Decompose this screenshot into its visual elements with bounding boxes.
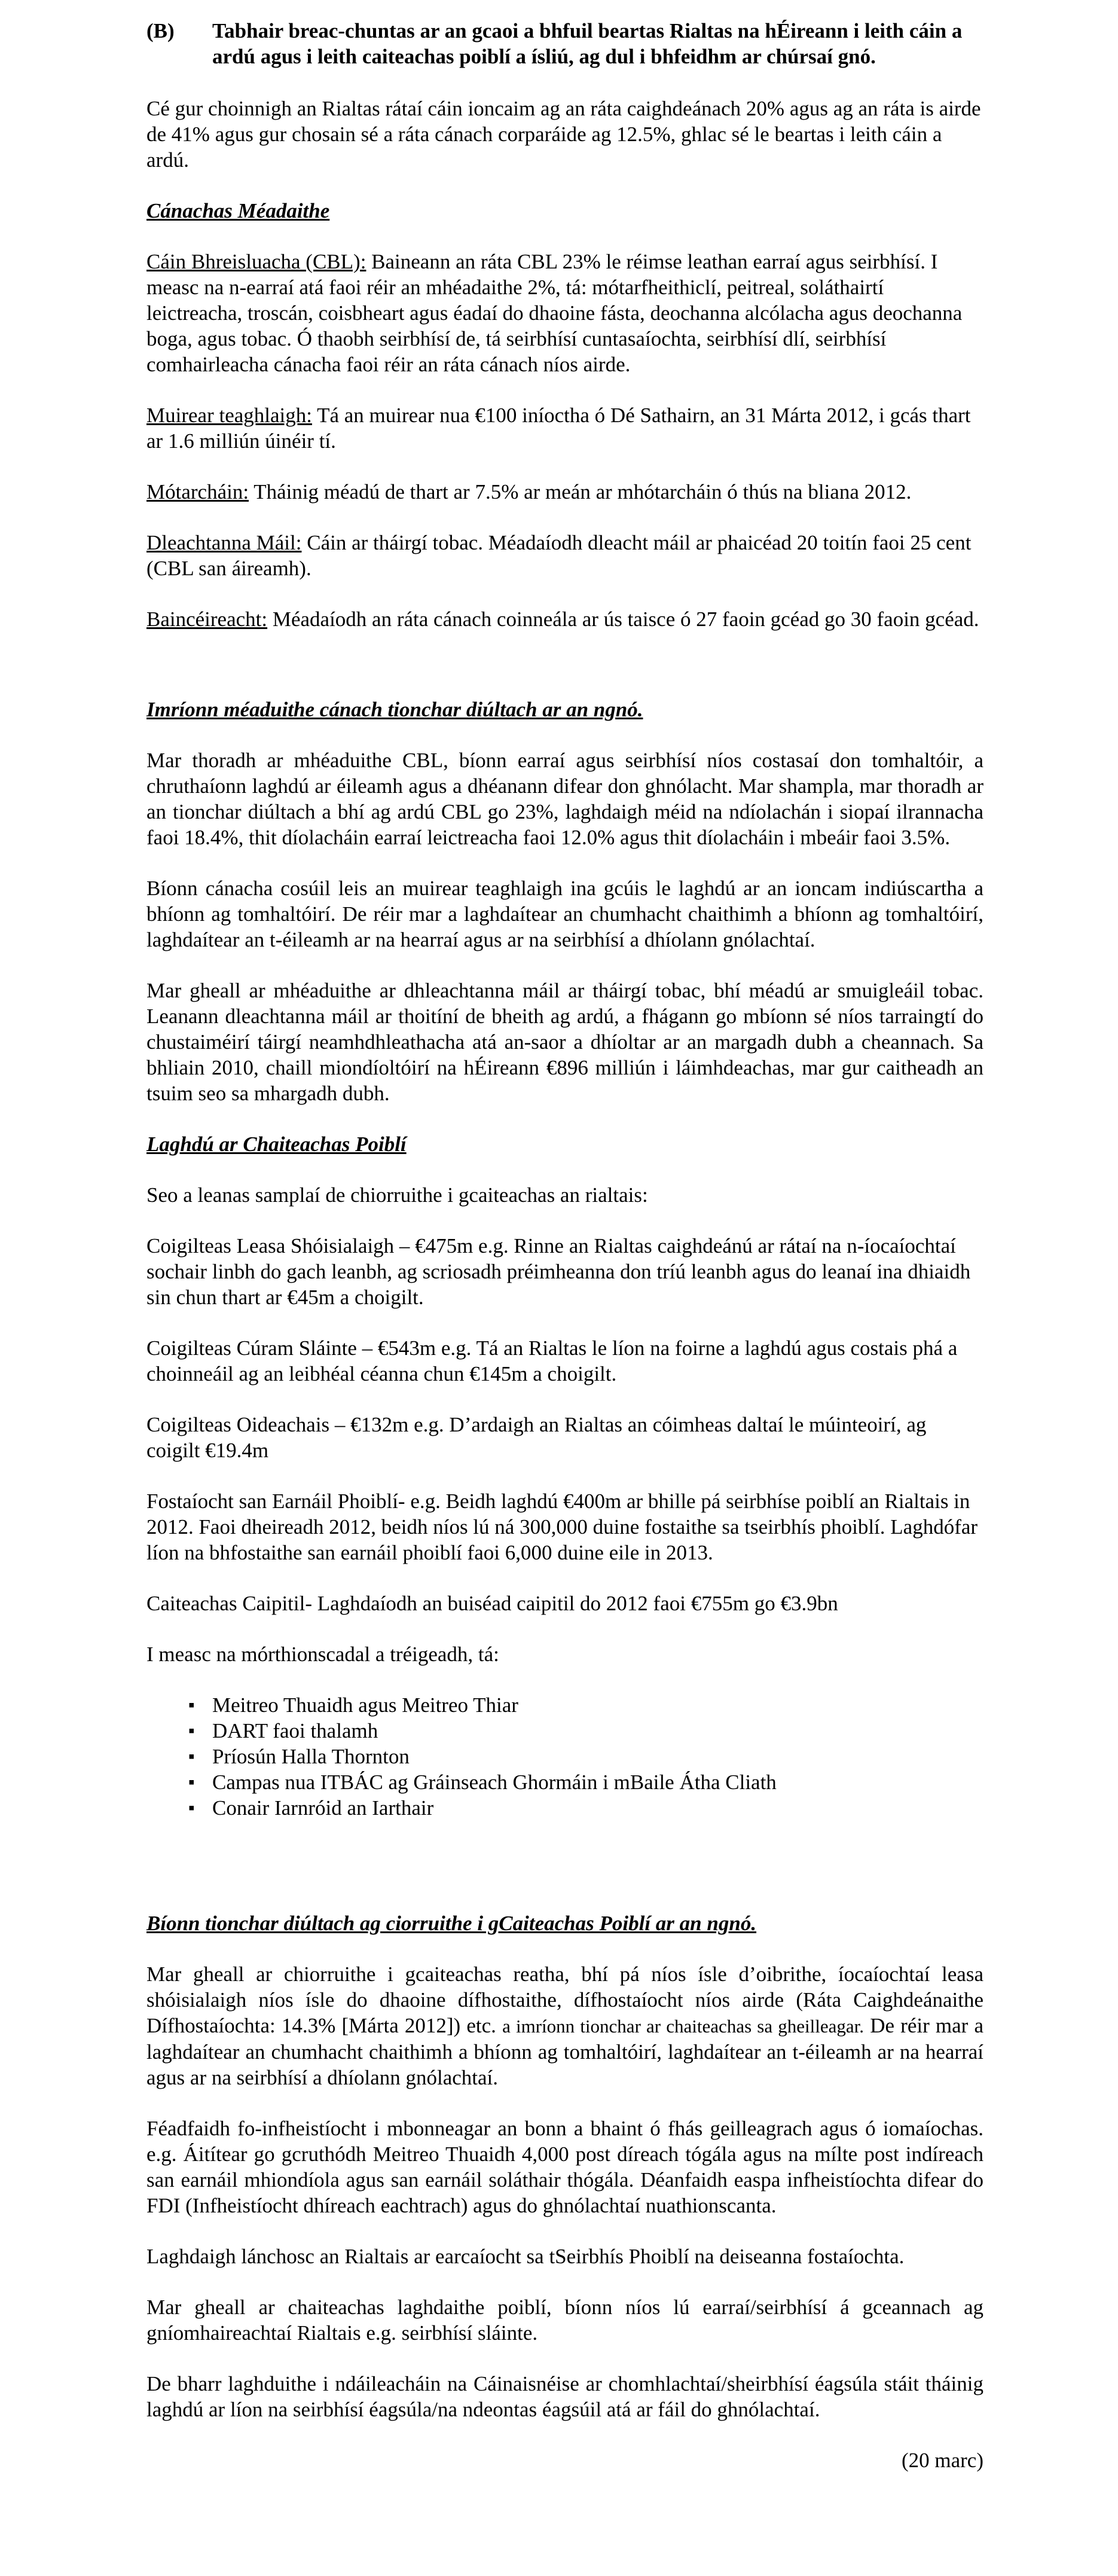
body-paragraph: Mar thoradh ar mhéaduithe CBL, bíonn earraí agus seirbhísí níos costasaí don tomhaltóir, a chruthaíonn laghdú ar éileamh agus a dhéanann difear don ghnólacht. Mar shampla, mar thoradh ar an tionchar diúltach a bhí ag ardú CBL go 23%, laghdaigh méid na ndíolachán i siopaí ilrannacha faoi 18.4%, thit díolacháin earraí leictreacha faoi 12.0% agus thit díolacháin i mbeáir faoi 3.5%. — [146, 749, 983, 849]
body-paragraph: Mar gheall ar chaiteachas laghdaithe poiblí, bíonn níos lú earraí/seirbhísí á gceannach ag gníomhaireachtaí Rialtais e.g. seirbhísí sláinte. — [146, 2296, 983, 2345]
tax-item-label: Mótarcháin: — [146, 480, 249, 503]
spending-item: Fostaíocht san Earnáil Phoiblí- e.g. Beidh laghdú €400m ar bhille pá seirbhíse poiblí an Rialtais in 2012. Faoi dheireadh 2012, beidh níos lú ná 300,000 duine fostaithe sa tseirbhís phoiblí. Laghdófar líon na bhfostaithe san earnáil phoiblí faoi 6,000 duine eile in 2013. — [146, 1490, 978, 1564]
body-paragraph: Mar gheall ar mhéaduithe ar dhleachtanna máil ar tháirgí tobac, bhí méadú ar smuigleáil tobac. Leanann dleachtanna máil ar thoitíní de bheith ag ardú, a fhágann go mbíonn sé níos tarraingtí do chustaiméirí táirgí neamhdhleathacha atá an-saor a dhíoltar ar an margadh dubh a cheannach. Sa bhliain 2010, chaill miondíoltóirí na hÉireann €896 milliún i láimhdeachas, mar gur caitheadh an tsuim seo sa mhargadh dubh. — [146, 979, 983, 1105]
question-text: Tabhair breac-chuntas ar an gcaoi a bhfuil beartas Rialtas na hÉireann i leith cáin a ardú agus i leith caiteachas poiblí a ísliú, ag dul i bhfeidhm ar chúrsaí gnó. — [212, 19, 963, 68]
question-header — [146, 18, 983, 69]
tax-item — [146, 606, 983, 632]
paragraph-part: De réir mar a laghdaítear an chumhacht chaithimh a bhíonn ag tomhaltóirí, laghdaítear an t-éileamh ar na hearraí agus ar na seirbhísí a dhíolann gnólachtaí. — [146, 2014, 984, 2089]
intro-paragraph: Cé gur choinnigh an Rialtas rátaí cáin ioncaim ag an ráta caighdeánach 20% agus ag an ráta is airde de 41% agus gur chosain sé a ráta cánach corparáide ag 12.5%, ghlac sé le beartas i leith cáin a ardú. — [146, 97, 981, 172]
spending-item: Coigilteas Leasa Shóisialaigh – €475m e.g. Rinne an Rialtas caighdeánú ar rátaí na n-íocaíochtaí sochair linbh do gach leanbh, ag scriosadh préimheanna don tríú leanbh agus do leanaí ina dhiaidh sin chun thart ar €45m a choigilt. — [146, 1234, 971, 1309]
tax-item-text: Baineann an ráta CBL 23% le réimse leathan earraí agus seirbhísí. I measc na n-earraí atá faoi réir an mhéadaithe 2%, tá: mótarfheithiclí, peitreal, soláthairtí leictreacha, troscán, coisbheart agus éadaí do dhaoine fásta, deochanna alcólacha agus deochanna boga, agus tobac. Ó thaobh seirbhísí de, tá seirbhísí cuntasaíochta, seirbhísí dlí, seirbhísí comhairleacha cánacha faoi réir an ráta cánach níos airde. — [146, 250, 963, 376]
section-heading-spending: Laghdú ar Chaiteachas Poiblí — [146, 1133, 407, 1156]
tax-item — [146, 402, 983, 454]
section-heading-tax: Cánachas Méadaithe — [146, 199, 330, 222]
list-item: ▪ Príosún Halla Thornton — [146, 1744, 983, 1769]
tax-item — [146, 479, 983, 505]
tax-item-label: Cáin Bhreisluacha (CBL): — [146, 250, 366, 273]
document-page — [146, 18, 983, 2473]
tax-item-text: Tá an muirear nua €100 iníoctha ó Dé Sathairn, an 31 Márta 2012, i gcás thart ar 1.6 milliún úinéir tí. — [146, 404, 971, 453]
body-paragraph: Bíonn cánacha cosúil leis an muirear teaghlaigh ina gcúis le laghdú ar an ioncam indiúscartha a bhíonn ag tomhaltóirí. De réir mar a laghdaítear an chumhacht chaithimh a bhíonn ag tomhaltóirí, laghdaítear an t-éileamh ar na hearraí agus ar na seirbhísí a dhíolann gnólachtaí. — [146, 877, 983, 951]
tax-item-text: Tháinig méadú de thart ar 7.5% ar meán ar mhótarcháin ó thús na bliana 2012. — [253, 480, 912, 503]
projects-intro: I measc na mórthionscadal a tréigeadh, tá: — [146, 1643, 499, 1666]
body-paragraph — [146, 1961, 983, 2090]
list-item: ▪ Meitreo Thuaidh agus Meitreo Thiar — [146, 1692, 983, 1718]
tax-item-text: Cáin ar tháirgí tobac. Méadaíodh dleacht máil ar phaicéad 20 toitín faoi 25 cent (CBL san áireamh). — [146, 531, 972, 580]
tax-item — [146, 249, 983, 377]
paragraph-part: Mar gheall ar chiorruithe i gcaiteachas reatha, bhí pá níos ísle d’oibrithe, íocaíochtaí leasa shóisialaigh níos ísle do dhaoine dífhostaithe, dífhostaíocht níos airde (Ráta Caighdeánaithe Dífhostaíochta: 14.3% [Márta 2012]) etc. — [146, 1962, 983, 2037]
body-paragraph: Laghdaigh lánchosc an Rialtais ar earcaíocht sa tSeirbhís Phoiblí na deiseanna fostaíochta. — [146, 2245, 905, 2268]
body-paragraph: Féadfaidh fo-infheistíocht i mbonneagar an bonn a bhaint ó fhás geilleagrach agus ó iomaíochas. e.g. Áitítear go gcruthódh Meitreo Thuaidh 4,000 post díreach tógála agus na mílte post indíreach san earnáil mhiondíola agus san earnáil soláthair thógála. Déanfaidh easpa infheistíochta difear do FDI (Infheistíocht dhíreach eachtrach) agus do ghnólachtaí nuathionscanta. — [146, 2117, 983, 2217]
tax-item-label: Baincéireacht: — [146, 608, 268, 631]
tax-item-label: Muirear teaghlaigh: — [146, 404, 312, 427]
spending-item: Coigilteas Cúram Sláinte – €543m e.g. Tá an Rialtas le líon na foirne a laghdú agus costais phá a choinneáil ag an leibhéal céanna chun €145m a choigilt. — [146, 1336, 958, 1385]
section-heading-spending-impact: Bíonn tionchar diúltach ag ciorruithe i gCaiteachas Poiblí ar an ngnó. — [146, 1912, 757, 1935]
body-paragraph: De bharr laghduithe i ndáileacháin na Cáinaisnéise ar chomhlachtaí/sheirbhísí éagsúla stáit tháinig laghdú ar líon na seirbhísí éagsúla/na ndeontas éagsúil atá ar fáil do ghnólachtaí. — [146, 2372, 983, 2421]
tax-item-text: Méadaíodh an ráta cánach coinneála ar ús taisce ó 27 faoin gcéad go 30 faoin gcéad. — [272, 608, 979, 631]
section-heading-tax-impact: Imríonn méaduithe cánach tionchar diúltach ar an ngnó. — [146, 698, 643, 721]
paragraph-part: a imríonn tionchar ar chaiteachas sa gheilleagar. — [502, 2016, 865, 2037]
projects-list — [146, 1692, 983, 1821]
tax-item — [146, 530, 983, 581]
marks-label: (20 marc) — [901, 2449, 983, 2472]
spending-item: Coigilteas Oideachais – €132m e.g. D’ardaigh an Rialtas an cóimheas daltaí le múinteoirí, ag coigilt €19.4m — [146, 1413, 927, 1462]
spending-intro: Seo a leanas samplaí de chiorruithe i gcaiteachas an rialtais: — [146, 1183, 648, 1207]
question-label: (B) — [146, 19, 175, 42]
spending-item: Caiteachas Caipitil- Laghdaíodh an buiséad caipitil do 2012 faoi €755m go €3.9bn — [146, 1592, 838, 1615]
list-item: ▪ Campas nua ITBÁC ag Gráinseach Ghormáin i mBaile Átha Cliath — [146, 1769, 983, 1795]
list-item: ▪ Conair Iarnróid an Iarthair — [146, 1795, 983, 1821]
list-item: ▪ DART faoi thalamh — [146, 1718, 983, 1744]
tax-item-label: Dleachtanna Máil: — [146, 531, 302, 554]
